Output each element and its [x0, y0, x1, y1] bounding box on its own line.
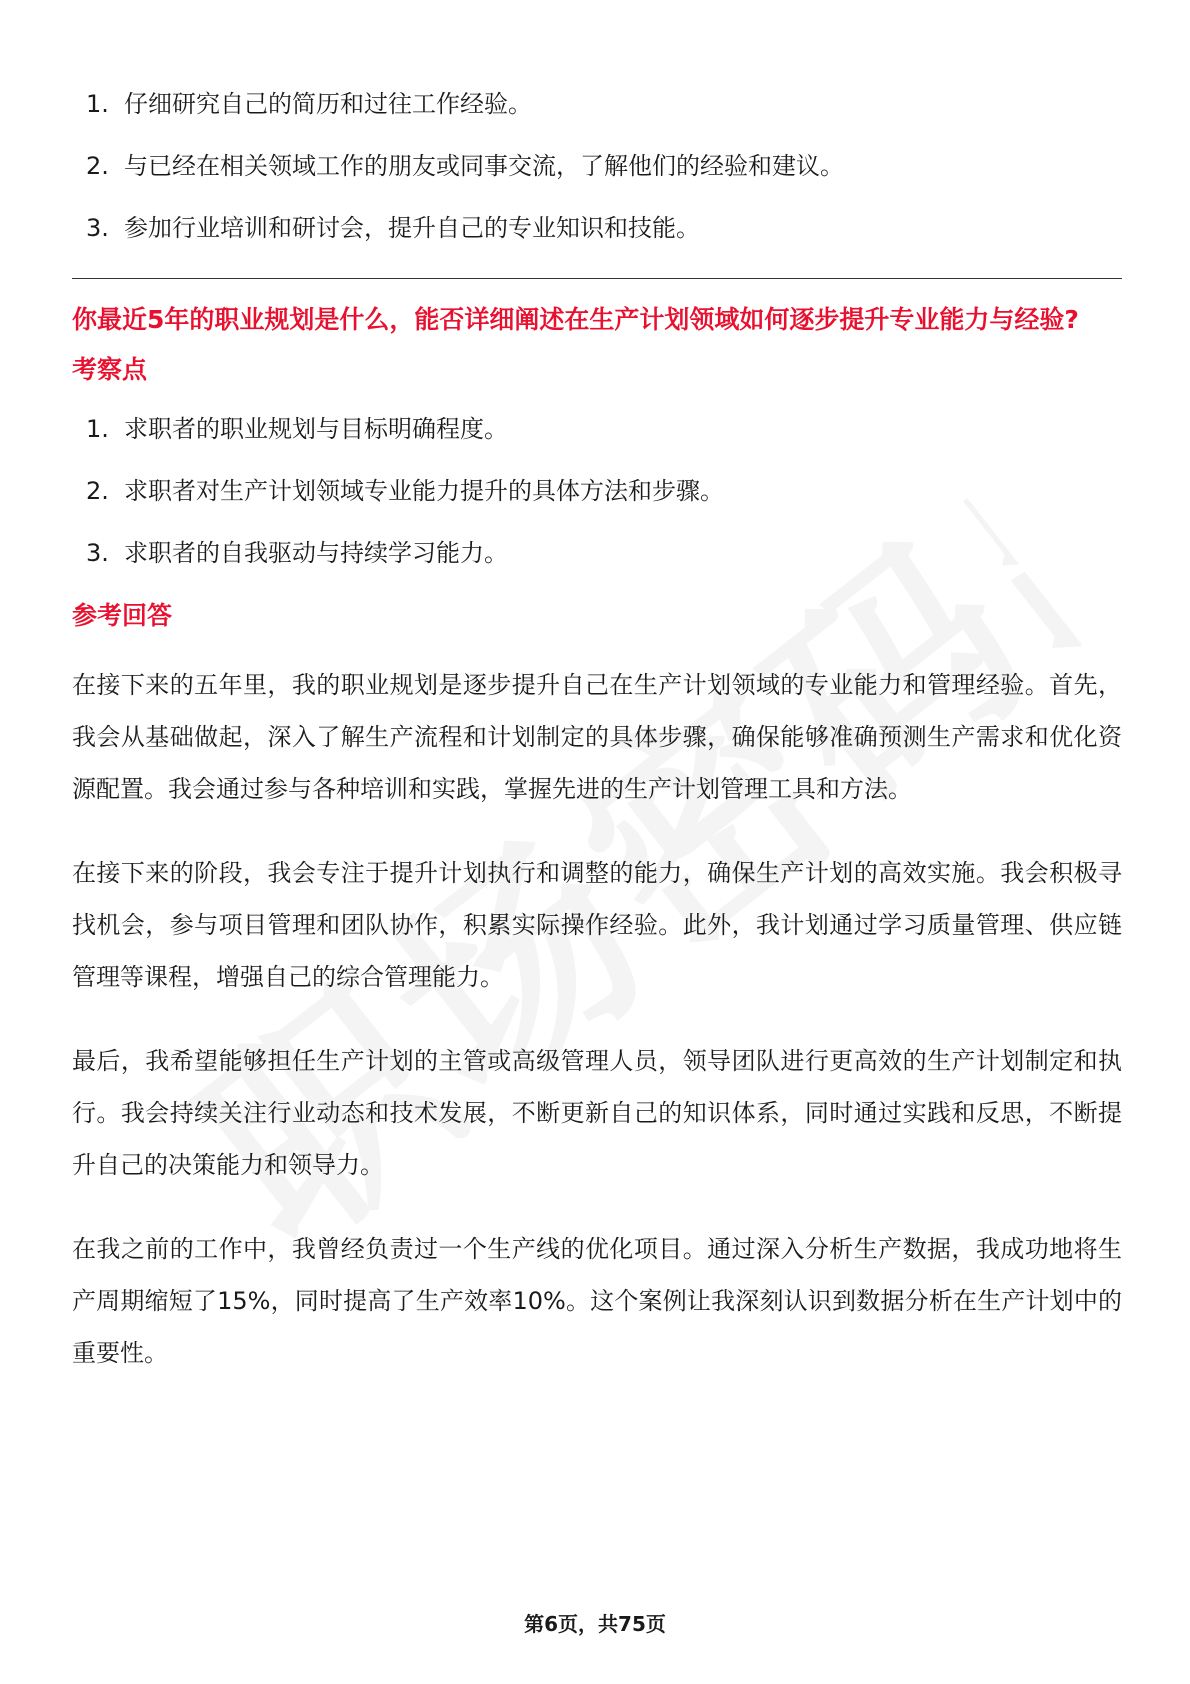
page-content	[72, 88, 1122, 1411]
list-number: 3.	[86, 214, 109, 242]
answer-paragraph: 在我之前的工作中，我曾经负责过一个生产线的优化项目。通过深入分析生产数据，我成功地将生产周期缩短了15%，同时提高了生产效率10%。这个案例让我深刻认识到数据分析在生产计划中的重要性。	[72, 1235, 1122, 1367]
answer-paragraph: 在接下来的阶段，我会专注于提升计划执行和调整的能力，确保生产计划的高效实施。我会积极寻找机会，参与项目管理和团队协作，积累实际操作经验。此外，我计划通过学习质量管理、供应链管理等课程，增强自己的综合管理能力。	[72, 859, 1122, 991]
points-list	[72, 413, 1122, 569]
points-label: 考察点	[72, 355, 148, 384]
page-footer: 第6页，共75页	[524, 1612, 666, 1636]
list-item-text: 求职者的职业规划与目标明确程度。	[124, 415, 508, 443]
list-item-text: 参加行业培训和研讨会，提升自己的专业知识和技能。	[124, 214, 700, 242]
answer-label: 参考回答	[72, 601, 173, 630]
list-number: 2.	[86, 477, 109, 505]
list-item-text: 与已经在相关领域工作的朋友或同事交流，了解他们的经验和建议。	[124, 152, 844, 180]
list-item-text: 求职者的自我驱动与持续学习能力。	[124, 539, 508, 567]
list-item	[72, 537, 1122, 569]
list-item	[72, 150, 1122, 182]
list-number: 3.	[86, 539, 109, 567]
list-item	[72, 212, 1122, 244]
list-item	[72, 88, 1122, 120]
answer-paragraph: 在接下来的五年里，我的职业规划是逐步提升自己在生产计划领域的专业能力和管理经验。首先，我会从基础做起，深入了解生产流程和计划制定的具体步骤，确保能够准确预测生产需求和优化资源配置。我会通过参与各种培训和实践，掌握先进的生产计划管理工具和方法。	[72, 671, 1122, 803]
list-number: 2.	[86, 152, 109, 180]
list-item-text: 求职者对生产计划领域专业能力提升的具体方法和步骤。	[124, 477, 724, 505]
list-item	[72, 475, 1122, 507]
list-number: 1.	[86, 415, 109, 443]
section-divider	[72, 278, 1122, 279]
list-number: 1.	[86, 90, 109, 118]
intro-list	[72, 88, 1122, 244]
list-item-text: 仔细研究自己的简历和过往工作经验。	[124, 90, 532, 118]
question-heading: 你最近5年的职业规划是什么，能否详细阐述在生产计划领域如何逐步提升专业能力与经验?	[72, 305, 1079, 334]
list-item	[72, 413, 1122, 445]
answer-paragraph: 最后，我希望能够担任生产计划的主管或高级管理人员，领导团队进行更高效的生产计划制定和执行。我会持续关注行业动态和技术发展，不断更新自己的知识体系，同时通过实践和反思，不断提升自己的决策能力和领导力。	[72, 1047, 1122, 1179]
